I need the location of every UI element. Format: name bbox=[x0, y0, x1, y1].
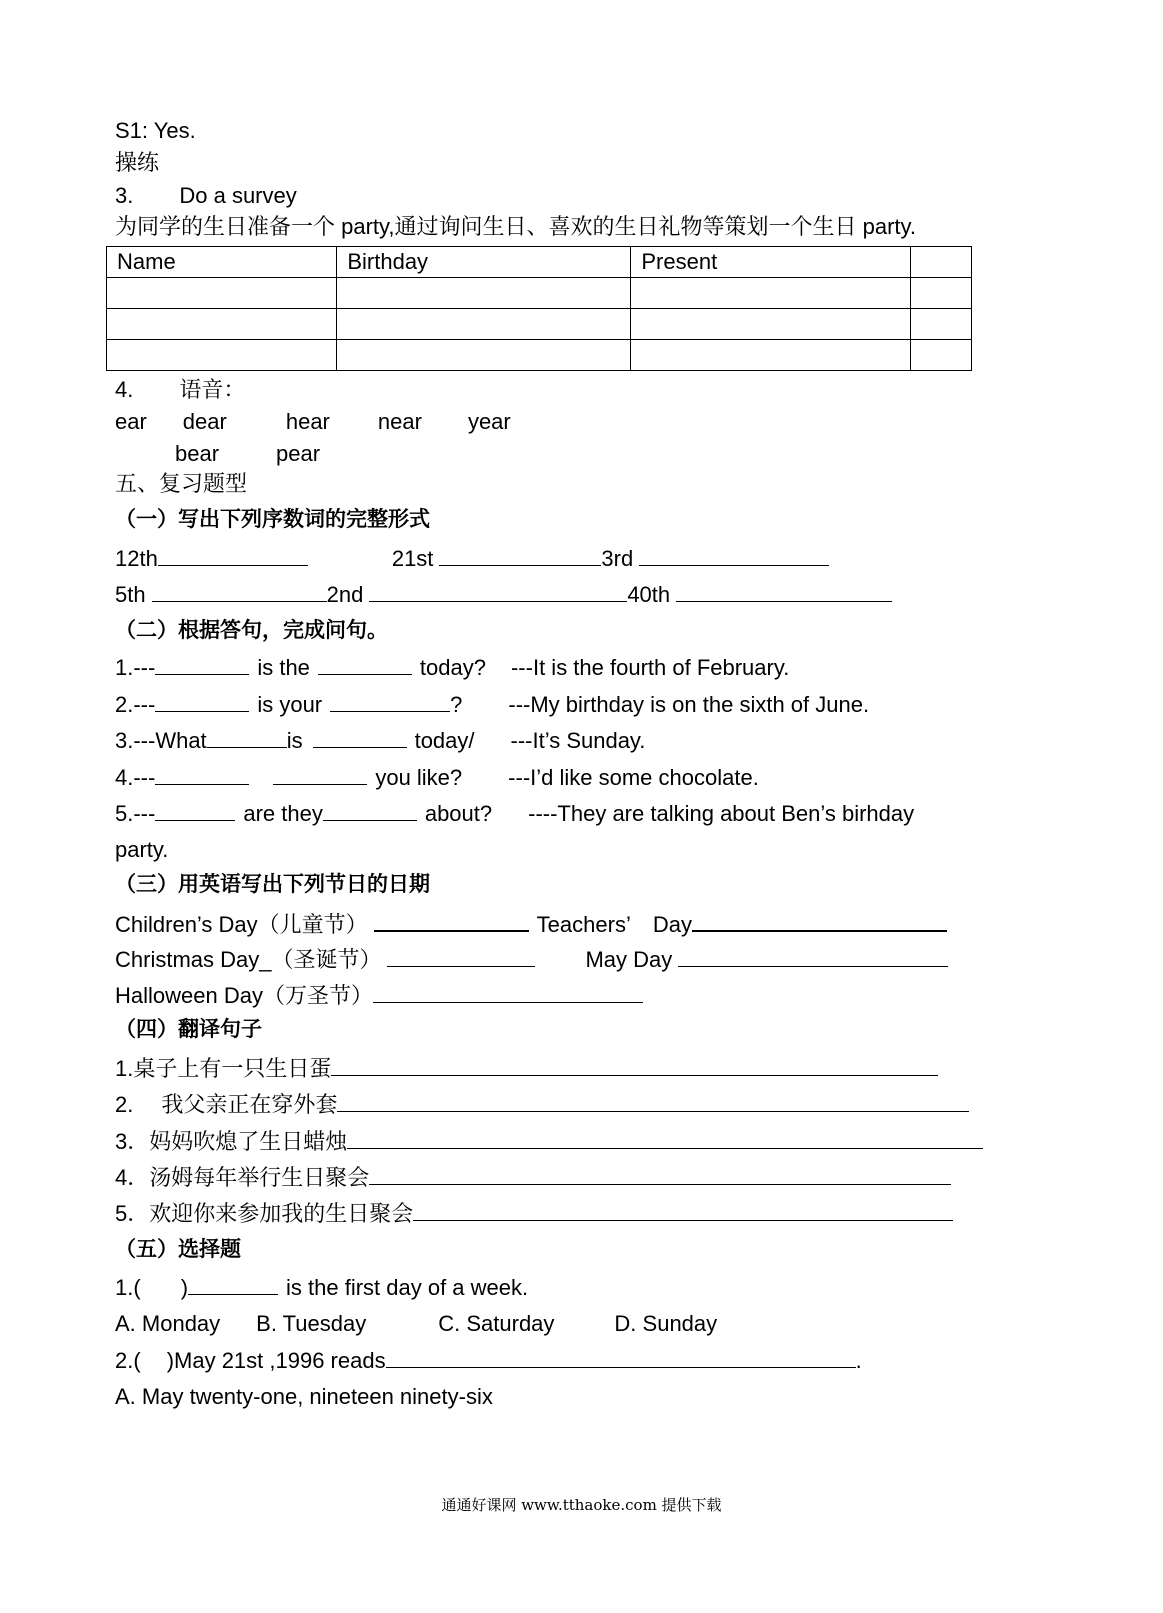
phonics-word: ear bbox=[115, 409, 147, 434]
question-2 bbox=[115, 691, 869, 718]
question-text: is the first day of a week. bbox=[286, 1275, 529, 1300]
table-cell[interactable] bbox=[107, 309, 337, 340]
answer-blank[interactable] bbox=[331, 1055, 938, 1076]
answer-blank[interactable] bbox=[676, 581, 892, 602]
table-row bbox=[107, 340, 972, 371]
table-cell[interactable] bbox=[631, 278, 911, 309]
question-text: today/ bbox=[414, 728, 475, 753]
answer-blank[interactable] bbox=[155, 691, 249, 712]
phonics-word: hear bbox=[285, 409, 330, 434]
holiday-row-1 bbox=[115, 910, 947, 938]
question-number: 5.--- bbox=[115, 801, 156, 826]
translation-prompt: 我父亲正在穿外套 bbox=[161, 1092, 338, 1117]
holiday-label: Day bbox=[652, 912, 692, 937]
section-5-title: 五、复习题型 bbox=[115, 471, 248, 496]
ordinal-label: 2nd bbox=[326, 582, 364, 607]
question-5 bbox=[115, 800, 914, 827]
column-header-blank bbox=[911, 247, 972, 278]
answer-blank[interactable] bbox=[678, 946, 948, 967]
translation-prompt: 4．汤姆每年举行生日聚会 bbox=[115, 1165, 370, 1190]
question-text: . bbox=[855, 1348, 862, 1373]
holiday-row-3 bbox=[115, 982, 643, 1009]
translation-4 bbox=[115, 1164, 951, 1191]
answer-blank[interactable] bbox=[692, 910, 947, 932]
table-cell[interactable] bbox=[631, 309, 911, 340]
question-text: you like? bbox=[375, 765, 463, 790]
option[interactable]: D. Sunday bbox=[614, 1311, 718, 1336]
column-header-present: Present bbox=[631, 247, 911, 278]
option[interactable]: B. Tuesday bbox=[256, 1311, 367, 1336]
question-number: 1.( bbox=[115, 1275, 141, 1300]
answer-blank[interactable] bbox=[347, 1128, 983, 1149]
question-text: are they bbox=[243, 801, 323, 826]
answer-blank[interactable] bbox=[313, 727, 407, 748]
phonics-word: year bbox=[467, 409, 511, 434]
translation-3 bbox=[115, 1128, 983, 1155]
translation-prompt: 5．欢迎你来参加我的生日聚会 bbox=[115, 1201, 414, 1226]
answer-blank[interactable] bbox=[155, 764, 249, 785]
question-1 bbox=[115, 654, 789, 681]
part-1-title: （一）写出下列序数词的完整形式 bbox=[115, 508, 430, 531]
question-3 bbox=[115, 727, 645, 754]
answer-blank[interactable] bbox=[369, 1164, 951, 1185]
table-cell[interactable] bbox=[337, 309, 631, 340]
answer-blank[interactable] bbox=[207, 727, 287, 748]
phonics-row-2 bbox=[175, 441, 320, 467]
question-number: 3.---What bbox=[115, 728, 207, 753]
question-text: about? bbox=[424, 801, 493, 826]
part-4-title: （四）翻译句子 bbox=[115, 1018, 262, 1041]
phonics-word: bear bbox=[175, 441, 220, 466]
part-2-title: （二）根据答句，完成问句。 bbox=[115, 619, 388, 642]
table-cell[interactable] bbox=[911, 309, 972, 340]
choice-question-2 bbox=[115, 1347, 862, 1374]
answer-blank[interactable] bbox=[318, 654, 412, 675]
answer-sentence: ---It is the fourth of February. bbox=[510, 655, 790, 680]
ordinal-label: 5th bbox=[115, 582, 146, 607]
table-header-row bbox=[107, 247, 972, 278]
question-text: is the bbox=[257, 655, 310, 680]
ordinal-row-2 bbox=[115, 581, 892, 608]
translation-2 bbox=[115, 1091, 969, 1118]
choice-options-1 bbox=[115, 1311, 717, 1337]
answer-blank[interactable] bbox=[639, 545, 829, 566]
answer-blank[interactable] bbox=[155, 654, 249, 675]
phonics-word: near bbox=[377, 409, 422, 434]
answer-blank[interactable] bbox=[273, 764, 367, 785]
table-cell[interactable] bbox=[911, 278, 972, 309]
question-text: ) bbox=[180, 1275, 189, 1300]
answer-blank[interactable] bbox=[439, 545, 601, 566]
table-cell[interactable] bbox=[107, 278, 337, 309]
option[interactable]: A. Monday bbox=[115, 1311, 221, 1336]
answer-blank[interactable] bbox=[413, 1200, 953, 1221]
translation-5 bbox=[115, 1200, 953, 1227]
question-text: ? bbox=[450, 692, 463, 717]
answer-blank[interactable] bbox=[337, 1091, 969, 1112]
answer-blank[interactable] bbox=[387, 946, 535, 967]
table-cell[interactable] bbox=[337, 340, 631, 371]
phonics-word: pear bbox=[276, 441, 321, 466]
question-5-continuation: party. bbox=[115, 837, 169, 862]
question-number: 2.( bbox=[115, 1348, 141, 1373]
answer-blank[interactable] bbox=[373, 982, 643, 1003]
table-row bbox=[107, 278, 972, 309]
holiday-row-2 bbox=[115, 946, 948, 973]
answer-blank[interactable] bbox=[386, 1347, 856, 1368]
column-header-name: Name bbox=[107, 247, 337, 278]
holiday-label: Children’s Day（儿童节） bbox=[115, 912, 368, 937]
holiday-label: Christmas Day_（圣诞节） bbox=[115, 947, 382, 972]
ordinal-label: 21st bbox=[391, 546, 434, 571]
holiday-label: Halloween Day（万圣节） bbox=[115, 983, 373, 1008]
question-number: 4.--- bbox=[115, 765, 156, 790]
answer-sentence: ---It’s Sunday. bbox=[510, 728, 646, 753]
speaker-line: S1: Yes. bbox=[115, 118, 196, 143]
answer-blank[interactable] bbox=[155, 800, 235, 821]
part-3-title: （三）用英语写出下列节日的日期 bbox=[115, 873, 430, 896]
answer-blank[interactable] bbox=[158, 545, 308, 566]
answer-blank[interactable] bbox=[188, 1274, 278, 1295]
item-4-heading bbox=[115, 377, 245, 403]
survey-table bbox=[106, 246, 972, 371]
holiday-label: Teachers’ bbox=[536, 912, 631, 937]
table-cell[interactable] bbox=[911, 340, 972, 371]
question-text: today? bbox=[419, 655, 486, 680]
table-cell[interactable] bbox=[337, 278, 631, 309]
answer-sentence: ----They are talking about Ben’s birhday bbox=[528, 801, 915, 826]
translation-number: 2. bbox=[115, 1092, 134, 1117]
question-number: 2.--- bbox=[115, 692, 156, 717]
item-3-description: 为同学的生日准备一个 party,通过询问生日、喜欢的生日礼物等策划一个生日 party. bbox=[115, 214, 917, 239]
translation-prompt: 1.桌子上有一只生日蛋 bbox=[115, 1056, 332, 1081]
answer-sentence: ---I’d like some chocolate. bbox=[508, 765, 759, 790]
answer-blank[interactable] bbox=[323, 800, 417, 821]
item-4-number: 4. bbox=[115, 377, 134, 402]
answer-blank[interactable] bbox=[330, 691, 450, 712]
answer-blank[interactable] bbox=[152, 581, 327, 602]
answer-sentence: ---My birthday is on the sixth of June. bbox=[508, 692, 870, 717]
ordinal-label: 3rd bbox=[601, 546, 634, 571]
answer-blank[interactable] bbox=[369, 581, 627, 602]
choice-question-1 bbox=[115, 1274, 528, 1301]
translation-prompt: 3．妈妈吹熄了生日蜡烛 bbox=[115, 1129, 348, 1154]
item-3-title: Do a survey bbox=[179, 183, 297, 208]
item-4-title: 语音： bbox=[179, 377, 246, 402]
table-cell[interactable] bbox=[107, 340, 337, 371]
holiday-label: May Day bbox=[585, 947, 673, 972]
question-text: is bbox=[286, 728, 303, 753]
question-number: 1.--- bbox=[115, 655, 156, 680]
item-3-number: 3. bbox=[115, 183, 134, 208]
part-5-title: （五）选择题 bbox=[115, 1238, 241, 1261]
phonics-row-1 bbox=[115, 409, 511, 435]
question-4 bbox=[115, 764, 759, 791]
practice-heading: 操练 bbox=[115, 150, 160, 175]
item-3-heading bbox=[115, 183, 297, 209]
choice-option-2a[interactable]: A. May twenty-one, nineteen ninety-six bbox=[115, 1384, 493, 1409]
column-header-birthday: Birthday bbox=[337, 247, 631, 278]
question-text: )May 21st ,1996 reads bbox=[166, 1348, 386, 1373]
phonics-word: dear bbox=[182, 409, 227, 434]
ordinal-row-1 bbox=[115, 545, 829, 572]
ordinal-label: 12th bbox=[115, 546, 158, 571]
table-row bbox=[107, 309, 972, 340]
option[interactable]: C. Saturday bbox=[438, 1311, 555, 1336]
ordinal-label: 40th bbox=[627, 582, 671, 607]
translation-1 bbox=[115, 1055, 938, 1082]
table-cell[interactable] bbox=[631, 340, 911, 371]
page-footer: 通通好课网 www.tthaoke.com 提供下载 bbox=[441, 1496, 722, 1514]
question-text: is your bbox=[257, 692, 323, 717]
answer-blank[interactable] bbox=[374, 910, 529, 932]
